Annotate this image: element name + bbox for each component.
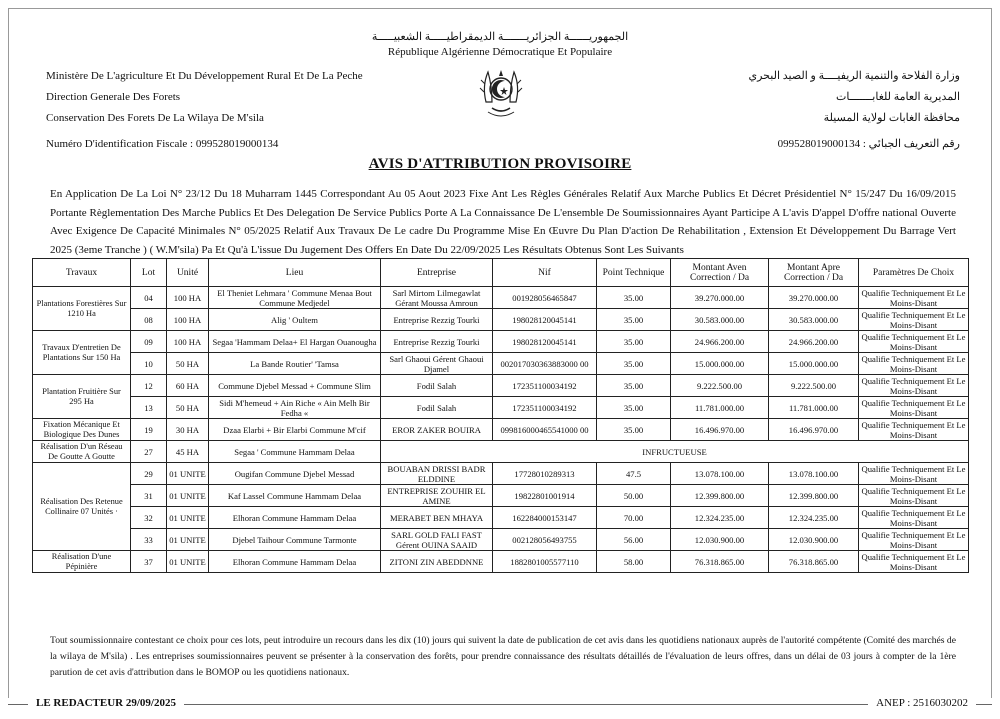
table-row	[33, 397, 969, 419]
table-row	[33, 485, 969, 507]
cell-montant-apres: 9.222.500.00	[769, 375, 859, 397]
cell-point-technique: 35.00	[597, 397, 671, 419]
cell-lieu: Elhoran Commune Hammam Delaa	[209, 551, 381, 573]
cell-travaux: Plantation Fruitière Sur 295 Ha	[33, 375, 131, 419]
table-row	[33, 419, 969, 441]
header-entreprise: Entreprise	[381, 259, 493, 287]
cell-parametres: Qualifie Techniquement Et Le Moins-Disant	[859, 397, 969, 419]
cell-lieu: Segaa 'Hammam Delaa+ El Hargan Ouanougha	[209, 331, 381, 353]
table-body	[33, 287, 969, 573]
right-header-block	[749, 66, 961, 155]
cell-montant-apres: 15.000.000.00	[769, 353, 859, 375]
cell-montant-avant: 12.399.800.00	[671, 485, 769, 507]
anep-reference: ANEP : 2516030202	[868, 697, 976, 709]
cell-lieu: El Theniet Lehmara ' Commune Menaa Bout Commune Medjedel	[209, 287, 381, 309]
cell-entreprise: Sarl Mirtom Lilmegawlat Gérant Moussa Amroun	[381, 287, 493, 309]
cell-unite: 50 HA	[167, 353, 209, 375]
cell-montant-apres: 12.324.235.00	[769, 507, 859, 529]
cell-lieu: Sidi M'hemeud + Ain Riche « Ain Melh Bir Fedha «	[209, 397, 381, 419]
cell-entreprise: Fodil Salah	[381, 375, 493, 397]
cell-entreprise: ENTREPRISE ZOUHIR EL AMINE	[381, 485, 493, 507]
cell-nif: 002128056493755	[493, 529, 597, 551]
cell-entreprise: Sarl Ghaoui Gérent Ghaoui Djamel	[381, 353, 493, 375]
cell-lieu: Segaa ' Commune Hammam Delaa	[209, 441, 381, 463]
header-lot: Lot	[131, 259, 167, 287]
cell-unite: 100 HA	[167, 287, 209, 309]
cell-nif: 198028120045141	[493, 331, 597, 353]
cell-lieu: Djebel Taihour Commune Tarmonte	[209, 529, 381, 551]
cell-montant-apres: 13.078.100.00	[769, 463, 859, 485]
table-row	[33, 287, 969, 309]
cell-point-technique: 47.5	[597, 463, 671, 485]
cell-lieu: Dzaa Elarbi + Bir Elarbi Commune M'cif	[209, 419, 381, 441]
cell-montant-avant: 12.324.235.00	[671, 507, 769, 529]
table-row	[33, 309, 969, 331]
cell-infructueuse: INFRUCTUEUSE	[381, 441, 969, 463]
cell-travaux: Plantations Forestières Sur 1210 Ha	[33, 287, 131, 331]
cell-lieu: Elhoran Commune Hammam Delaa	[209, 507, 381, 529]
cell-travaux: Réalisation D'une Pépinière	[33, 551, 131, 573]
cell-travaux: Travaux D'entretien De Plantations Sur 150 Ha	[33, 331, 131, 375]
table-row	[33, 375, 969, 397]
cell-lot: 08	[131, 309, 167, 331]
cell-lieu: Alig ' Oultem	[209, 309, 381, 331]
header-unite: Unité	[167, 259, 209, 287]
cell-parametres: Qualifie Techniquement Et Le Moins-Disant	[859, 485, 969, 507]
cell-point-technique: 35.00	[597, 331, 671, 353]
table-row	[33, 463, 969, 485]
cell-parametres: Qualifie Techniquement Et Le Moins-Disant	[859, 331, 969, 353]
cell-parametres: Qualifie Techniquement Et Le Moins-Disant	[859, 529, 969, 551]
table-row	[33, 529, 969, 551]
header-point-technique: Point Technique	[597, 259, 671, 287]
cell-entreprise: EROR ZAKER BOUIRA	[381, 419, 493, 441]
cell-montant-avant: 24.966.200.00	[671, 331, 769, 353]
cell-unite: 01 UNITE	[167, 551, 209, 573]
footer-paragraph: Tout soumissionnaire contestant ce choix pour ces lots, peut introduire un recours dans les dix (10) jours qui suivent la date de publication de cet avis dans les quotidiens nationaux auprès de l'autorité compétente (Comité des marchés de la wilaya de M'sila) . Les entreprises soumissionnaires peuvent se présenter à la conservation des forêts, pour prendre connaissance des résultats détaillés de l'évaluation de leurs offres, dans un délai de 03 jours à compter de la 1ère parution de cet avis d'attribution dans le BOMOP ou les quotidiens nationaux.	[50, 635, 956, 678]
cell-point-technique: 35.00	[597, 309, 671, 331]
conservation-name: Conservation Des Forets De La Wilaya De M'sila	[46, 112, 264, 124]
header-lieu: Lieu	[209, 259, 381, 287]
header-montant-apres: Montant Apre Correction / Da	[769, 259, 859, 287]
cell-nif: 099816000465541000 00	[493, 419, 597, 441]
cell-parametres: Qualifie Techniquement Et Le Moins-Disant	[859, 375, 969, 397]
cell-lot: 33	[131, 529, 167, 551]
cell-nif: 001928056465847	[493, 287, 597, 309]
cell-entreprise: ZITONI ZIN ABEDDNNE	[381, 551, 493, 573]
frame-right-line	[991, 8, 992, 698]
header-parametres: Paramètres De Choix	[859, 259, 969, 287]
cell-unite: 100 HA	[167, 331, 209, 353]
redacteur-signature: LE REDACTEUR 29/09/2025	[28, 697, 184, 709]
ministry-name: Ministère De L'agriculture Et Du Développement Rural Et De La Peche	[46, 70, 363, 82]
cell-point-technique: 70.00	[597, 507, 671, 529]
left-header-block	[46, 66, 363, 155]
cell-travaux: Réalisation Des Retenue Collinaire 07 Unités ·	[33, 463, 131, 551]
direction-name-arabic: المديرية العامة للغابـــــــات	[836, 91, 960, 103]
cell-nif: 002017030363883000 00	[493, 353, 597, 375]
cell-montant-avant: 30.583.000.00	[671, 309, 769, 331]
table-row	[33, 441, 969, 463]
cell-unite: 01 UNITE	[167, 463, 209, 485]
cell-entreprise: Entreprise Rezzig Tourki	[381, 309, 493, 331]
cell-montant-avant: 16.496.970.00	[671, 419, 769, 441]
cell-nif: 172351100034192	[493, 397, 597, 419]
table-row	[33, 353, 969, 375]
cell-point-technique: 35.00	[597, 419, 671, 441]
algeria-emblem-icon	[478, 62, 524, 118]
cell-lot: 12	[131, 375, 167, 397]
cell-lieu: Commune Djebel Messad + Commune Slim	[209, 375, 381, 397]
cell-montant-apres: 39.270.000.00	[769, 287, 859, 309]
cell-nif: 172351100034192	[493, 375, 597, 397]
cell-unite: 30 HA	[167, 419, 209, 441]
cell-parametres: Qualifie Techniquement Et Le Moins-Disant	[859, 309, 969, 331]
cell-montant-apres: 76.318.865.00	[769, 551, 859, 573]
cell-unite: 50 HA	[167, 397, 209, 419]
cell-entreprise: BOUABAN DRISSI BADR ELDDINE	[381, 463, 493, 485]
ministry-name-arabic: وزارة الفلاحة والتنمية الريفيــــة و الصيد البحري	[748, 70, 960, 82]
table-row	[33, 551, 969, 573]
cell-entreprise: Entreprise Rezzig Tourki	[381, 331, 493, 353]
cell-lot: 10	[131, 353, 167, 375]
cell-montant-avant: 76.318.865.00	[671, 551, 769, 573]
cell-montant-avant: 12.030.900.00	[671, 529, 769, 551]
cell-montant-apres: 30.583.000.00	[769, 309, 859, 331]
fiscal-id: Numéro D'identification Fiscale : 099528019000134	[46, 138, 279, 150]
cell-lieu: Kaf Lassel Commune Hammam Delaa	[209, 485, 381, 507]
cell-unite: 45 HA	[167, 441, 209, 463]
cell-unite: 01 UNITE	[167, 529, 209, 551]
cell-lot: 27	[131, 441, 167, 463]
cell-entreprise: Fodil Salah	[381, 397, 493, 419]
fiscal-id-arabic: رقم التعريف الجبائي : 099528019000134	[777, 138, 960, 150]
cell-montant-avant: 15.000.000.00	[671, 353, 769, 375]
cell-montant-avant: 11.781.000.00	[671, 397, 769, 419]
table-row	[33, 331, 969, 353]
table-header-row	[33, 259, 969, 287]
cell-lot: 09	[131, 331, 167, 353]
cell-parametres: Qualifie Techniquement Et Le Moins-Disant	[859, 551, 969, 573]
cell-montant-apres: 12.399.800.00	[769, 485, 859, 507]
cell-montant-apres: 16.496.970.00	[769, 419, 859, 441]
cell-lot: 37	[131, 551, 167, 573]
cell-nif: 1882801005577110	[493, 551, 597, 573]
cell-parametres: Qualifie Techniquement Et Le Moins-Disant	[859, 419, 969, 441]
cell-lot: 29	[131, 463, 167, 485]
cell-parametres: Qualifie Techniquement Et Le Moins-Disant	[859, 507, 969, 529]
cell-travaux: Fixation Mécanique Et Biologique Des Dunes	[33, 419, 131, 441]
cell-lot: 13	[131, 397, 167, 419]
cell-nif: 17728010289313	[493, 463, 597, 485]
intro-paragraph: En Application De La Loi N° 23/12 Du 18 Muharram 1445 Correspondant Au 05 Aout 2023 Fixe Ant Les Règles Générales Relatif Aux Marche Publics Et Décret Présidentiel N° 15/247 Du 16/09/2015 Portante Règlementation Des Marche Publics Et Des Delegation De Service Publics Porte A La Connaissance De L'ensemble De Soumissionnaires Ayant Participe A L'avis D'appel D'offre national Ouverte Avec Exigence De Capacité Minimales N° 05/2025 Relatif Aux Travaux De Le cadre Du Programme Mise En Œuvre Du Plan D'action De Rehabilitation , Extension Et Développement Du Barrage Vert 2025 (3eme Tranche ) ( W.M'sila) Pa Et Qu'à L'issue Du Jugement Des Offers En Date Du 22/09/2025 Les Résultats Obtenus Sont Les Suivants	[50, 188, 956, 256]
cell-montant-apres: 11.781.000.00	[769, 397, 859, 419]
french-republic-title: République Algérienne Démocratique Et Populaire	[387, 46, 613, 58]
cell-montant-apres: 24.966.200.00	[769, 331, 859, 353]
cell-lieu: La Bande Routier' 'Tamsa	[209, 353, 381, 375]
cell-montant-avant: 9.222.500.00	[671, 375, 769, 397]
cell-point-technique: 35.00	[597, 287, 671, 309]
cell-point-technique: 58.00	[597, 551, 671, 573]
cell-nif: 162284000153147	[493, 507, 597, 529]
cell-montant-avant: 39.270.000.00	[671, 287, 769, 309]
cell-parametres: Qualifie Techniquement Et Le Moins-Disant	[859, 287, 969, 309]
cell-lot: 04	[131, 287, 167, 309]
cell-travaux: Réalisation D'un Réseau De Goutte A Goutte	[33, 441, 131, 463]
cell-entreprise: SARL GOLD FALI FAST Gérent OUINA SAAID	[381, 529, 493, 551]
cell-point-technique: 35.00	[597, 375, 671, 397]
document-title: AVIS D'ATTRIBUTION PROVISOIRE	[368, 156, 632, 172]
table-row	[33, 507, 969, 529]
cell-entreprise: MERABET BEN MHAYA	[381, 507, 493, 529]
cell-point-technique: 56.00	[597, 529, 671, 551]
cell-lot: 31	[131, 485, 167, 507]
cell-nif: 198028120045141	[493, 309, 597, 331]
conservation-name-arabic: محافظة الغابات لولاية المسيلة	[823, 112, 960, 124]
cell-lot: 32	[131, 507, 167, 529]
cell-montant-avant: 13.078.100.00	[671, 463, 769, 485]
cell-montant-apres: 12.030.900.00	[769, 529, 859, 551]
cell-parametres: Qualifie Techniquement Et Le Moins-Disant	[859, 353, 969, 375]
cell-unite: 01 UNITE	[167, 507, 209, 529]
direction-name: Direction Generale Des Forets	[46, 91, 181, 103]
cell-point-technique: 50.00	[597, 485, 671, 507]
cell-lot: 19	[131, 419, 167, 441]
cell-unite: 100 HA	[167, 309, 209, 331]
cell-point-technique: 35.00	[597, 353, 671, 375]
header-nif: Nif	[493, 259, 597, 287]
cell-parametres: Qualifie Techniquement Et Le Moins-Disant	[859, 463, 969, 485]
frame-top-line	[8, 8, 992, 9]
cell-lieu: Ougifan Commune Djebel Messad	[209, 463, 381, 485]
header-montant-avant: Montant Aven Correction / Da	[671, 259, 769, 287]
frame-left-line	[8, 8, 9, 698]
arabic-republic-title: الجمهوريــــــة الجزائريـــــــة الديمقراطيـــــة الشعبيـــــة	[371, 31, 629, 43]
cell-unite: 60 HA	[167, 375, 209, 397]
cell-unite: 01 UNITE	[167, 485, 209, 507]
attribution-table	[32, 258, 969, 573]
cell-nif: 19822801001914	[493, 485, 597, 507]
header-travaux: Travaux	[33, 259, 131, 287]
